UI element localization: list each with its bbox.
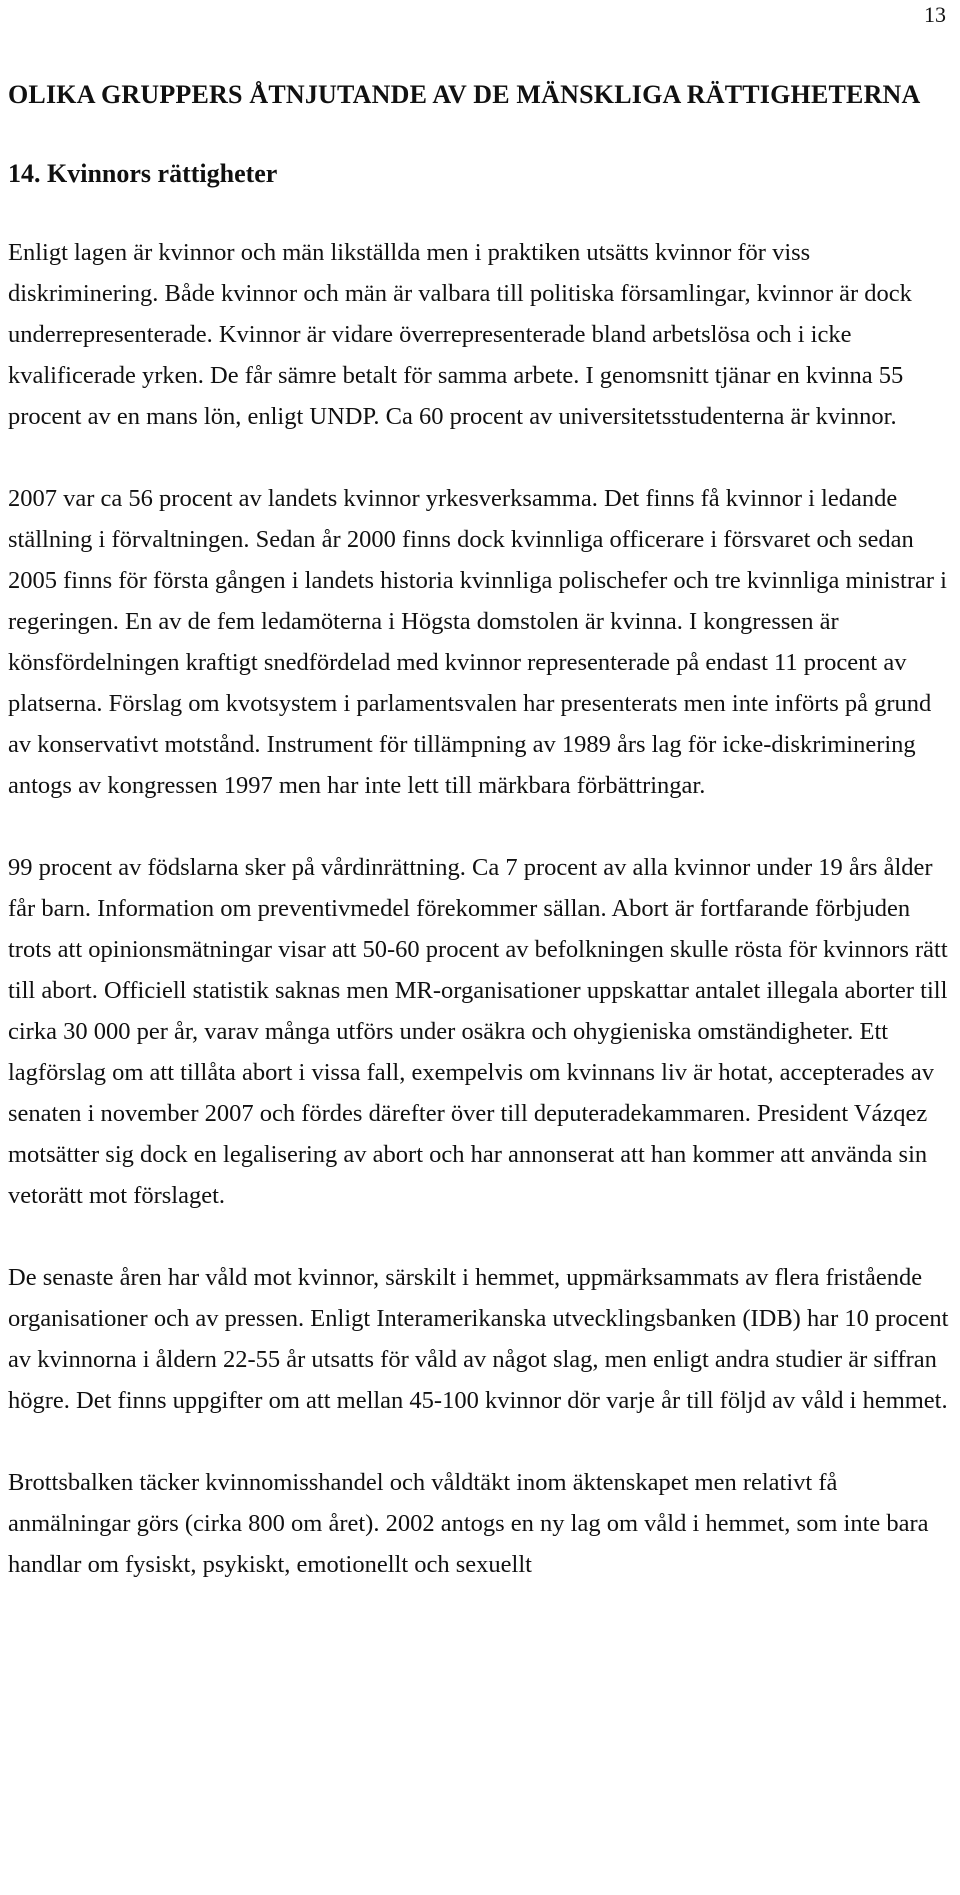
document-body [8, 74, 953, 1585]
paragraph-2: 2007 var ca 56 procent av landets kvinnor yrkesverksamma. Det finns få kvinnor i ledande ställning i förvaltningen. Sedan år 2000 finns dock kvinnliga officerare i försvaret och sedan 2005 finns för första gången i landets historia kvinnliga polischefer och tre kvinnliga ministrar i regeringen. En av de fem ledamöterna i Högsta domstolen är kvinna. I kongressen är könsfördelningen kraftigt snedfördelad med kvinnor representerade på endast 11 procent av platserna. Förslag om kvotsystem i parlamentsvalen har presenterats men inte införts på grund av konservativt motstånd. Instrument för tillämpning av 1989 års lag för icke-diskriminering antogs av kongressen 1997 men har inte lett till märkbara förbättringar. [8, 485, 947, 799]
paragraph-5: Brottsbalken täcker kvinnomisshandel och våldtäkt inom äktenskapet men relativt få anmälningar görs (cirka 800 om året). 2002 antogs en ny lag om våld i hemmet, som inte bara handlar om fysiskt, psykiskt, emotionellt och sexuellt [8, 1469, 929, 1578]
paragraph-4: De senaste åren har våld mot kvinnor, särskilt i hemmet, uppmärksammats av flera fristående organisationer och av pressen. Enligt Interamerikanska utvecklingsbanken (IDB) har 10 procent av kvinnorna i åldern 22-55 år utsatts för våld av något slag, men enligt andra studier är siffran högre. Det finns uppgifter om att mellan 45-100 kvinnor dör varje år till följd av våld i hemmet. [8, 1264, 949, 1414]
chapter-heading: OLIKA GRUPPERS ÅTNJUTANDE AV DE MÄNSKLIGA RÄTTIGHETERNA [8, 80, 921, 109]
paragraph-1: Enligt lagen är kvinnor och män likställda men i praktiken utsätts kvinnor för viss diskriminering. Både kvinnor och män är valbara till politiska församlingar, kvinnor är dock underrepresenterade. Kvinnor är vidare överrepresenterade bland arbetslösa och i icke kvalificerade yrken. De får sämre betalt för samma arbete. I genomsnitt tjänar en kvinna 55 procent av en mans lön, enligt UNDP. Ca 60 procent av universitetsstudenterna är kvinnor. [8, 239, 912, 430]
section-heading: 14. Kvinnors rättigheter [8, 159, 278, 188]
paragraph-3: 99 procent av födslarna sker på vårdinrättning. Ca 7 procent av alla kvinnor under 19 års ålder får barn. Information om preventivmedel förekommer sällan. Abort är fortfarande förbjuden trots att opinionsmätningar visar att 50-60 procent av befolkningen skulle rösta för kvinnors rätt till abort. Officiell statistik saknas men MR-organisationer uppskattar antalet illegala aborter till cirka 30 000 per år, varav många utförs under osäkra och ohygieniska omständigheter. Ett lagförslag om att tillåta abort i vissa fall, exempelvis om kvinnans liv är hotat, accepterades av senaten i november 2007 och fördes därefter över till deputeradekammaren. President Vázqez motsätter sig dock en legalisering av abort och har annonserat att han kommer att använda sin vetorätt mot förslaget. [8, 854, 948, 1209]
page-number: 13 [924, 2, 946, 27]
